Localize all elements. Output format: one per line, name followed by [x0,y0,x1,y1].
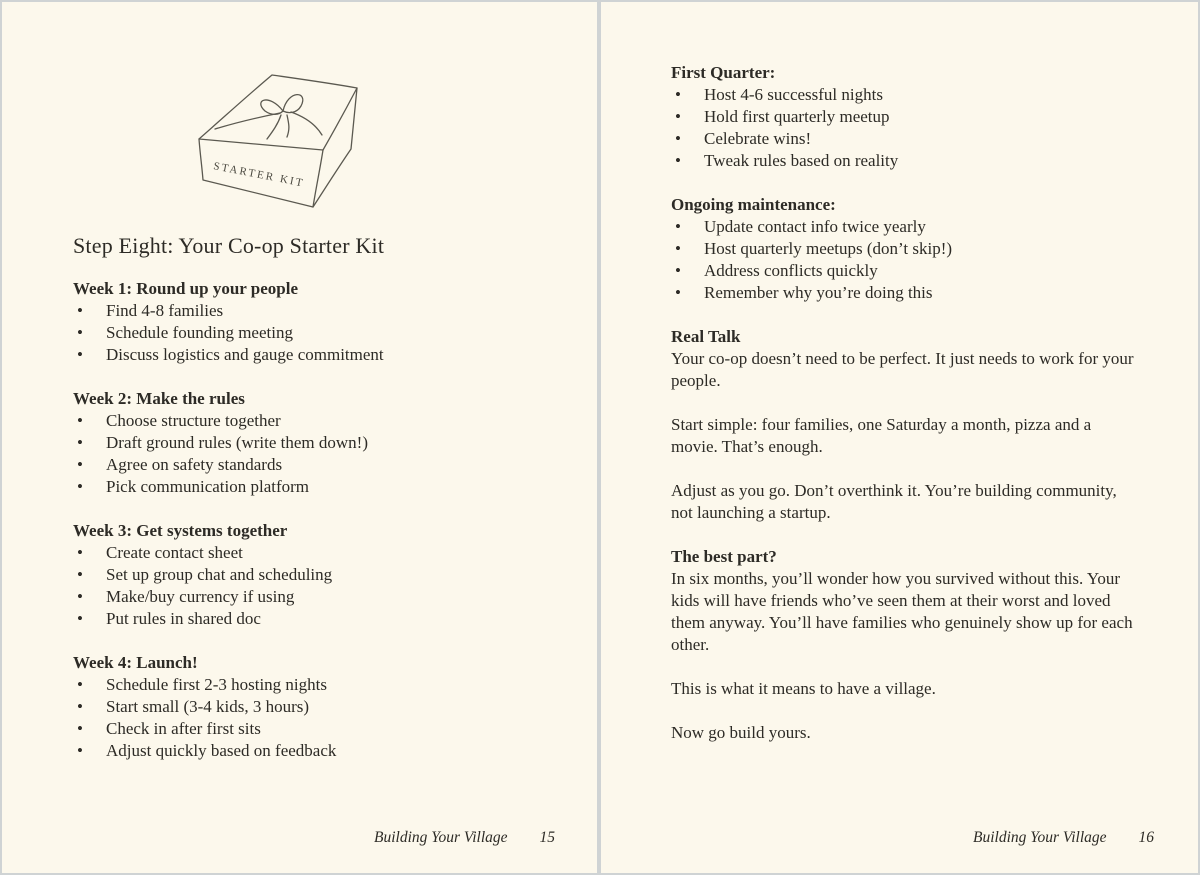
paragraph: Your co-op doesn’t need to be perfect. It just needs to work for your people. [671,349,1134,390]
bullet-icon: • [77,455,83,474]
bullet-item [73,542,541,564]
section-header: The best part? [671,547,777,566]
page-right-content [601,2,1198,873]
bullet-item [671,216,1137,238]
text-section [671,414,1137,458]
text-section [73,520,541,630]
text-section [73,652,541,762]
bullet-icon: • [675,151,681,170]
bullet-text: Update contact info twice yearly [704,217,926,236]
paragraph: In six months, you’ll wonder how you survived without this. Your kids will have friends who’ve seen them at their worst and loved them anyway. You’ll have families who genuinely show up for each other. [671,569,1133,654]
chapter-heading: Step Eight: Your Co-op Starter Kit [73,233,385,258]
text-section [671,546,1137,656]
section-header: Ongoing maintenance: [671,195,836,214]
bullet-icon: • [77,433,83,452]
bullet-item [671,260,1137,282]
text-section [73,278,541,366]
bullet-text: Schedule founding meeting [106,323,293,342]
bullet-list [73,674,541,762]
bullet-text: Choose structure together [106,411,281,430]
bullet-icon: • [77,675,83,694]
paragraph: This is what it means to have a village. [671,679,936,698]
bullet-icon: • [77,609,83,628]
bullet-item [73,322,541,344]
bullet-item [73,410,541,432]
bullet-text: Start small (3-4 kids, 3 hours) [106,697,310,716]
bullet-item [73,432,541,454]
bullet-text: Set up group chat and scheduling [106,565,333,584]
bullet-icon: • [675,85,681,104]
bullet-text: Host quarterly meetups (don’t skip!) [704,239,953,258]
page-left-content [2,2,597,873]
paragraph: Now go build yours. [671,723,811,742]
section-header: Week 1: Round up your people [73,279,298,298]
page-footer-left [374,829,555,847]
running-title: Building Your Village [374,829,508,846]
bullet-item [671,238,1137,260]
bullet-text: Discuss logistics and gauge commitment [106,345,384,364]
starter-kit-label: STARTER KIT [212,160,306,190]
bullet-icon: • [77,587,83,606]
bullet-text: Draft ground rules (write them down!) [106,433,369,452]
bullet-text: Create contact sheet [106,543,243,562]
text-section [671,722,1137,744]
bullet-text: Pick communication platform [106,477,310,496]
bullet-text: Tweak rules based on reality [704,151,899,170]
bullet-icon: • [675,283,681,302]
text-section [671,480,1137,524]
bullet-item [73,740,541,762]
bullet-icon: • [77,323,83,342]
bullet-item [671,128,1137,150]
bullet-icon: • [77,301,83,320]
bullet-item [671,282,1137,304]
bullet-list [73,542,541,630]
bullet-text: Remember why you’re doing this [704,283,933,302]
bullet-text: Check in after first sits [106,719,261,738]
bullet-item [73,608,541,630]
bullet-icon: • [77,565,83,584]
bullet-list [671,216,1137,304]
paragraph: Adjust as you go. Don’t overthink it. You’re building community, not launching a startup. [671,481,1117,522]
section-header: First Quarter: [671,63,776,82]
bullet-item [73,696,541,718]
bullet-item [671,150,1137,172]
bullet-text: Agree on safety standards [106,455,283,474]
bullet-item [671,106,1137,128]
starter-kit-illustration [185,68,541,218]
bullet-item [671,84,1137,106]
page-right [601,2,1198,873]
bullet-item [73,674,541,696]
section-header: Real Talk [671,327,741,346]
left-page-sections [73,278,541,762]
page-number: 16 [1138,829,1154,846]
bullet-icon: • [77,543,83,562]
section-header: Week 3: Get systems together [73,521,288,540]
bullet-text: Hold first quarterly meetup [704,107,890,126]
bullet-text: Make/buy currency if using [106,587,295,606]
text-section [671,326,1137,392]
bullet-text: Put rules in shared doc [106,609,261,628]
bullet-item [73,586,541,608]
page-number: 15 [539,829,555,846]
bullet-icon: • [77,345,83,364]
bullet-icon: • [675,261,681,280]
text-section [671,62,1137,172]
bullet-icon: • [77,697,83,716]
bullet-text: Schedule first 2-3 hosting nights [106,675,327,694]
section-header: Week 2: Make the rules [73,389,245,408]
paragraph: Start simple: four families, one Saturday a month, pizza and a movie. That’s enough. [671,415,1092,456]
right-page-sections [671,62,1138,744]
bullet-text: Celebrate wins! [704,129,812,148]
bullet-icon: • [675,217,681,236]
bullet-item [73,344,541,366]
bullet-text: Host 4-6 successful nights [704,85,883,104]
text-section [73,388,541,498]
bullet-list [73,300,541,366]
bullet-item [73,476,541,498]
bullet-icon: • [77,411,83,430]
bullet-text: Adjust quickly based on feedback [106,741,337,760]
bullet-list [73,410,541,498]
bullet-item [73,564,541,586]
bullet-icon: • [77,741,83,760]
page-left [2,2,597,873]
page-footer-right [973,829,1154,847]
text-section [671,194,1137,304]
bullet-text: Find 4-8 families [106,301,224,320]
bullet-item [73,454,541,476]
section-header: Week 4: Launch! [73,653,198,672]
bullet-item [73,718,541,740]
bullet-icon: • [675,107,681,126]
bullet-icon: • [675,239,681,258]
text-section [671,678,1137,700]
starter-kit-box-sketch [185,68,367,218]
bullet-icon: • [675,129,681,148]
bullet-item [73,300,541,322]
bullet-icon: • [77,719,83,738]
bullet-icon: • [77,477,83,496]
running-title: Building Your Village [973,829,1107,846]
bullet-text: Address conflicts quickly [704,261,878,280]
bullet-list [671,84,1137,172]
